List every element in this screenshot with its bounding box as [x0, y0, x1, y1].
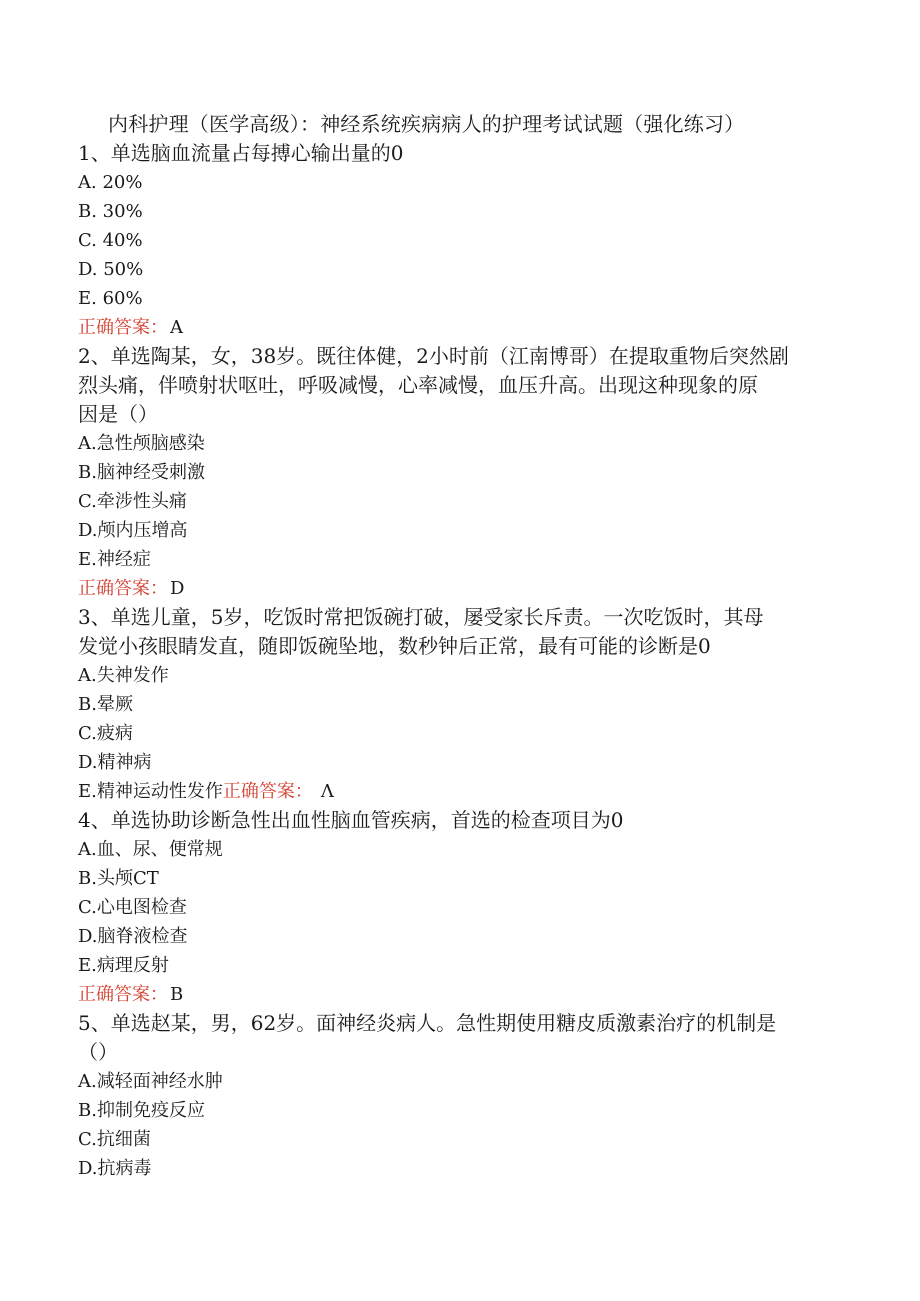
- stem-line: 5、单选赵某，男，62岁。面神经炎病人。急性期使用糖皮质激素治疗的机制是: [78, 1011, 777, 1035]
- stem-line: 3、单选儿童，5岁，吃饭时常把饭碗打破，屡受家长斥责。一次吃饭时，其母: [78, 605, 764, 629]
- answer-value: D: [170, 578, 185, 599]
- question-list: [78, 139, 838, 1183]
- question-stem: [78, 603, 838, 661]
- option-e: E.神经症: [78, 549, 151, 570]
- option-b: B.头颅CT: [78, 868, 159, 889]
- option-a: A.失神发作: [78, 665, 169, 686]
- answer-value: B: [170, 984, 184, 1005]
- option-b: B.抑制免疫反应: [78, 1100, 205, 1121]
- correct-answer: [78, 313, 838, 342]
- question-stem: [78, 1009, 838, 1067]
- answer-label: 正确答案：: [78, 984, 168, 1005]
- stem-line: 因是（）: [78, 402, 158, 426]
- answer-label: 正确答案：: [78, 317, 168, 338]
- question-1: [78, 139, 838, 342]
- option-c: C.疲病: [78, 723, 133, 744]
- answer-label: 正确答案：: [222, 781, 313, 802]
- option-a: A. 20%: [78, 172, 143, 193]
- question-3: [78, 603, 838, 806]
- option-e: E.精神运动性发作: [78, 781, 223, 802]
- option-a: A.减轻面神经水肿: [78, 1071, 223, 1092]
- stem-line: （）: [78, 1040, 118, 1064]
- question-stem: [78, 139, 838, 168]
- answer-value: A: [170, 317, 183, 338]
- option-c: C. 40%: [78, 230, 143, 251]
- question-stem: [78, 342, 838, 429]
- option-c: C.抗细菌: [78, 1129, 151, 1150]
- option-e: E.病理反射: [78, 955, 169, 976]
- answer-label: 正确答案：: [78, 578, 168, 599]
- option-d: D. 50%: [78, 259, 144, 280]
- stem-line: 1、单选脑血流量占每搏心输出量的0: [78, 141, 404, 165]
- option-a: A.急性颅脑感染: [78, 433, 205, 454]
- option-d: D.抗病毒: [78, 1158, 152, 1179]
- question-2: [78, 342, 838, 603]
- question-5: [78, 1009, 838, 1183]
- stem-line: 发觉小孩眼睛发直，随即饭碗坠地，数秒钟后正常，最有可能的诊断是0: [78, 634, 711, 658]
- correct-answer: [78, 980, 838, 1009]
- option-b: B.脑神经受刺激: [78, 462, 205, 483]
- question-stem: [78, 806, 838, 835]
- stem-line: 烈头痛，伴喷射状呕吐，呼吸减慢，心率减慢，血压升高。出现这种现象的原: [78, 373, 758, 397]
- question-4: [78, 806, 838, 1009]
- option-c: C.牵涉性头痛: [78, 491, 187, 512]
- correct-answer: [78, 574, 838, 603]
- option-d: D.颅内压增高: [78, 520, 188, 541]
- option-d: D.精神病: [78, 752, 152, 773]
- document-title: 内科护理（医学高级）：神经系统疾病病人的护理考试试题（强化练习）: [108, 112, 745, 136]
- option-c: C.心电图检查: [78, 897, 187, 918]
- option-b: B. 30%: [78, 201, 143, 222]
- option-e: E. 60%: [78, 288, 143, 309]
- option-b: B.晕厥: [78, 694, 133, 715]
- option-a: A.血、尿、便常规: [78, 839, 223, 860]
- stem-line: 2、单选陶某，女，38岁。既往体健，2小时前（江南博哥）在提取重物后突然剧: [78, 344, 789, 368]
- stem-line: 4、单选协助诊断急性出血性脑血管疾病，首选的检查项目为0: [78, 808, 624, 832]
- option-d: D.脑脊液检查: [78, 926, 188, 947]
- option-e-with-answer: [78, 777, 838, 806]
- answer-value: Λ: [320, 781, 334, 802]
